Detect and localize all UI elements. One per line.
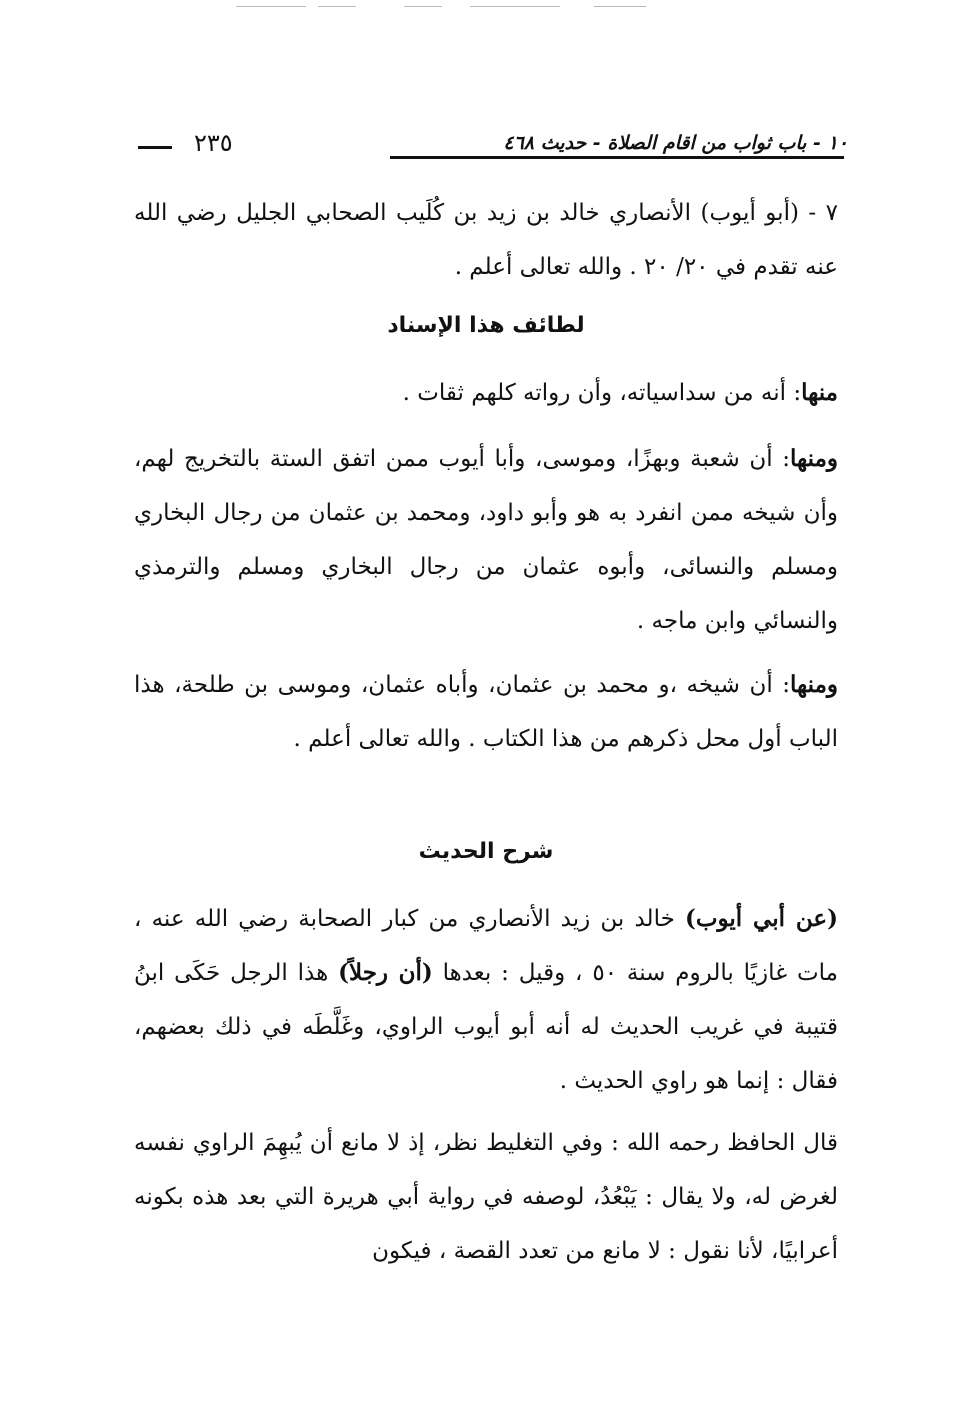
paragraph-lead: منها [801,379,838,406]
paragraph-isnad-2 [134,432,838,648]
paragraph-lead-2: (أن رجلاً) [338,959,433,986]
paragraph-sharh-2 [134,1116,838,1278]
paragraph-text-2: هذا الرجل حَكَى ابنُ قتيبة في غريب الحديث له أنه أبو أيوب الراوي، وغَلَّطَه في ذلك بعضهم، فقال : إنما هو راوي الحديث . [134,960,838,1094]
page-number: ٢٣٥ [194,129,233,157]
paragraph-lead: ومنها [790,671,838,698]
section-heading-isnad: لطائف هذا الإسناد [387,313,585,338]
paragraph-lead: (عن أبي أيوب) [684,905,838,932]
paragraph-text: قال الحافظ رحمه الله : وفي التغليط نظر، إذ لا مانع أن يُبهِمَ الراوي نفسه لغرض له، ولا يقال : يَبْعُدُ، لوصفه في رواية أبي هريرة التي بعد هذه بكونه أعرابيًا، لأنا نقول : لا مانع من تعدد القصة ، فيكون [134,1130,838,1264]
header-dash [138,146,172,149]
scan-edge-line [470,6,560,7]
scan-edge-line [594,6,646,7]
paragraph-isnad-1 [134,366,838,420]
scan-edge-line [318,6,356,7]
paragraph-text: : أن شعبة وبهزًا، وموسى، وأبا أيوب ممن اتفق الستة بالتخريج لهم، وأن شيخه ممن انفرد به هو وأبو داود، ومحمد بن عثمان من رجال البخاري ومسلم والنسائى، وأبوه عثمان من رجال البخاري ومسلم والترمذي والنسائي وابن ماجه . [134,446,838,634]
paragraph-text: ٧ - (أبو أيوب) الأنصاري خالد بن زيد بن كُلَيب الصحابي الجليل رضي الله عنه تقدم في ٢٠/ ٢٠ . والله تعالى أعلم . [134,200,838,280]
running-header [138,128,848,158]
paragraph-lead: ومنها [790,445,838,472]
section-heading-sharh: شرح الحديث [418,839,554,864]
paragraph-text: : أنه من سداسياته، وأن رواته كلهم ثقات . [402,380,802,406]
narrator-note [134,186,838,294]
scan-edge-line [236,6,306,7]
paragraph-sharh-1 [134,892,838,1108]
chapter-title: ١٠ - باب ثواب من اقام الصلاة - حديث ٤٦٨ [503,132,848,154]
paragraph-text: خالد بن زيد الأنصاري من كبار الصحابة رضي الله عنه ، مات غازيًا بالروم سنة ٥٠ ، وقيل : بعدها [134,906,838,986]
paragraph-isnad-3 [134,658,838,766]
scan-edge-line [404,6,442,7]
paragraph-text: : أن شيخه ،و محمد بن عثمان، وأباه عثمان، وموسى بن طلحة، هذا الباب أول محل ذكرهم من هذا الكتاب . والله تعالى أعلم . [134,672,838,752]
